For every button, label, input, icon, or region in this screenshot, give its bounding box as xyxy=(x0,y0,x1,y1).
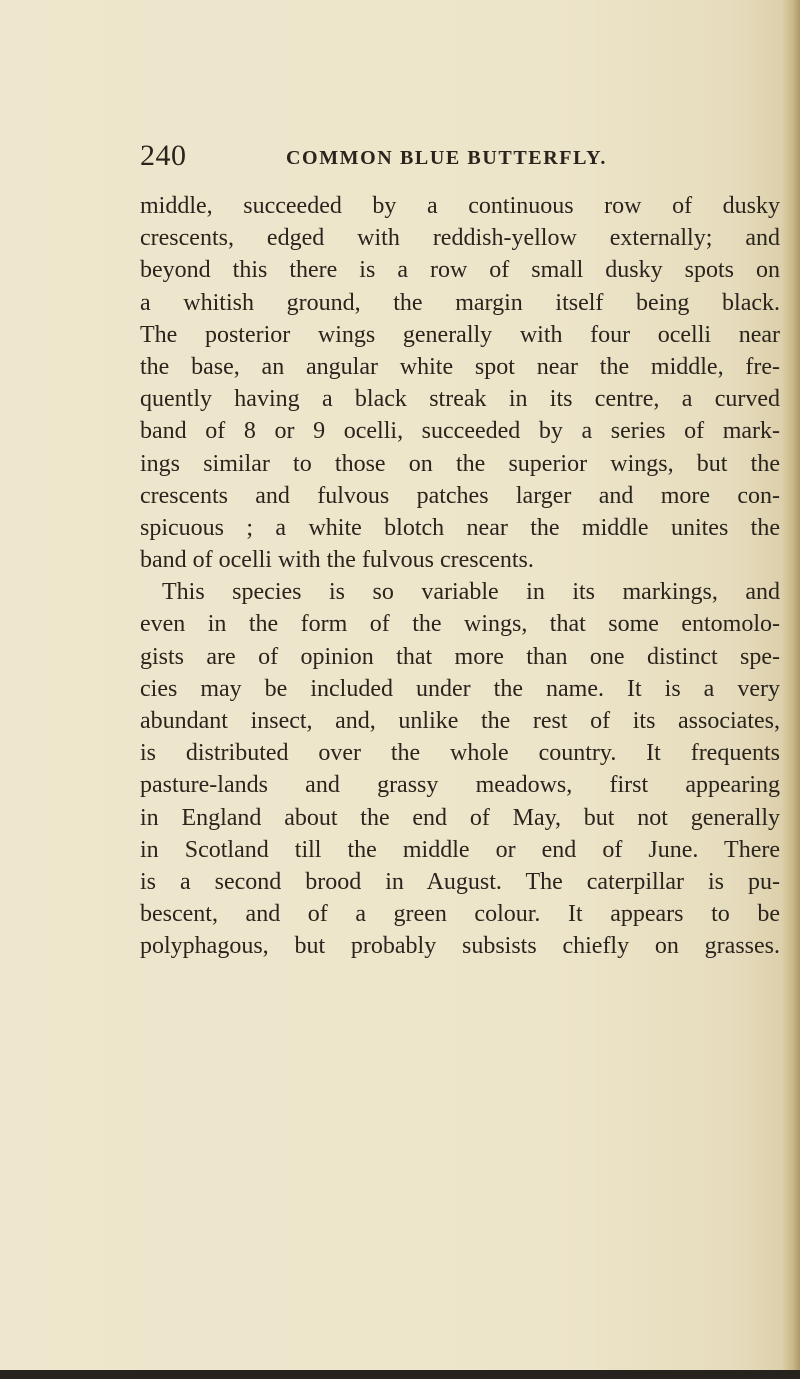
text-line: cies may be included under the name. It is a very xyxy=(140,675,780,702)
text-line: bescent, and of a green colour. It appears to be xyxy=(140,901,780,928)
text-line: is a second brood in August. The caterpillar is pu- xyxy=(140,868,780,895)
text-line: band of 8 or 9 ocelli, succeeded by a series of mark- xyxy=(140,418,780,445)
text-line: in England about the end of May, but not generally xyxy=(140,804,780,831)
text-line: a whitish ground, the margin itself being black. xyxy=(140,289,780,316)
text-line: The posterior wings generally with four ocelli near xyxy=(140,321,780,348)
text-line: abundant insect, and, unlike the rest of its associates, xyxy=(140,708,780,734)
paragraph-end-line: band of ocelli with the fulvous crescents. xyxy=(140,547,534,574)
page-header xyxy=(140,138,760,174)
scan-bottom-border xyxy=(0,1370,800,1379)
body-text xyxy=(140,190,780,963)
text-line: spicuous ; a white blotch near the middle unites the xyxy=(140,514,780,541)
text-line: the base, an angular white spot near the middle, fre- xyxy=(140,353,780,380)
text-line: middle, succeeded by a continuous row of dusky xyxy=(140,193,780,219)
paragraph-start-line: This species is so variable in its markings, and xyxy=(162,579,780,606)
running-head: COMMON BLUE BUTTERFLY. xyxy=(286,147,607,169)
text-line: polyphagous, but probably subsists chiefly on grasses. xyxy=(140,933,780,960)
text-line: pasture-lands and grassy meadows, first appearing xyxy=(140,772,780,799)
text-line: crescents, edged with reddish-yellow externally; and xyxy=(140,225,780,252)
text-line: in Scotland till the middle or end of June. There xyxy=(140,836,780,863)
text-line: beyond this there is a row of small dusky spots on xyxy=(140,257,780,284)
page-edge-shadow xyxy=(782,0,800,1379)
text-line: quently having a black streak in its centre, a curved xyxy=(140,386,780,413)
text-line: is distributed over the whole country. It frequents xyxy=(140,740,780,767)
text-line: even in the form of the wings, that some entomolo- xyxy=(140,611,780,638)
text-line: crescents and fulvous patches larger and more con- xyxy=(140,482,780,509)
text-line: gists are of opinion that more than one distinct spe- xyxy=(140,643,780,670)
page-number: 240 xyxy=(140,139,187,172)
text-line: ings similar to those on the superior wings, but the xyxy=(140,450,780,477)
